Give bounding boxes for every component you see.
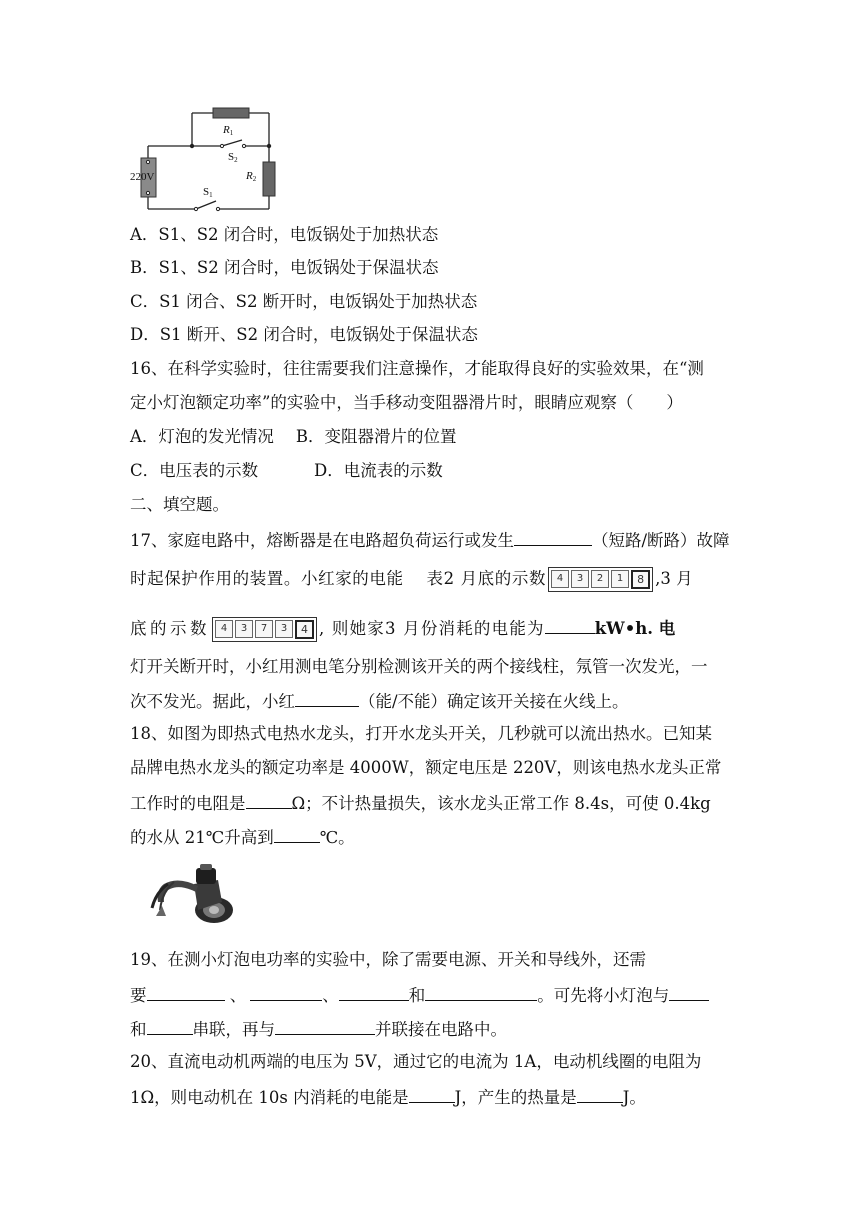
q19-text-d: 和 [408,986,426,1005]
meter1-digit: 3 [571,570,589,588]
q19-blank-7[interactable] [275,1016,375,1035]
svg-text:R1 [222,124,234,137]
q18-blank-2[interactable] [274,824,320,843]
q17-text-a: 17、家庭电路中，熔断器是在电路超负荷运行或发生 [130,531,514,550]
q19-text-g: 串联，再与 [192,1020,275,1039]
resistor-r1 [213,108,249,118]
s1-label: S [203,186,210,198]
q16-line-1: 16、在科学实验时，往往需要我们注意操作，才能取得良好的实验效果，在“测 [130,359,704,378]
q20-blank-1[interactable] [409,1084,455,1103]
q19-blank-1[interactable] [147,982,225,1001]
q16-options-ab [130,425,730,449]
q20-text-c: J。 [622,1088,646,1107]
meter1-digit-decimal: 8 [631,570,650,589]
q18-line-4 [130,824,730,850]
q16-option-a: A．灯泡的发光情况 [130,427,274,446]
q16-options-cd [130,459,730,483]
q17-blank-3[interactable] [295,688,359,707]
svg-text:S2 [228,151,238,164]
q17-line-5 [130,688,730,714]
q20-text-a: 1Ω，则电动机在 10s 内消耗的电能是 [130,1088,409,1107]
q17-text-e: 底的示数 [130,619,210,638]
q17-blank-1[interactable] [514,527,592,546]
r1-label: R [223,124,230,136]
q20-line-1: 20、直流电动机两端的电压为 5V，通过它的电流为 1A，电动机线圈的电阻为 [130,1052,702,1071]
q17-text-d: ,3 月 [655,569,693,588]
q15-option-d: D．S1 断开、S2 闭合时，电饭锅处于保温状态 [130,325,478,344]
q16-option-c: C．电压表的示数 [130,461,259,480]
q18-blank-1[interactable] [246,790,292,809]
q17-text-i: （能/不能）确定该开关接在火线上。 [359,692,629,711]
q17-text-c: 时起保护作用的装置。小红家的电能 表2 月底的示数 [130,569,547,588]
circuit-diagram [128,100,288,218]
q17-line-2 [130,567,730,592]
q17-line-3 [130,615,730,642]
q19-text-a: 要 [130,986,147,1005]
q19-blank-3[interactable] [339,982,409,1001]
meter2-digit-decimal: 4 [295,620,314,639]
meter1-digit: 4 [551,570,569,588]
q17-line-4: 灯开关断开时，小红用测电笔分别检测该开关的两个接线柱，氖管一次发光，一 [130,657,708,676]
q17-text-f: , 则她家3 月份消耗的电能为 [319,619,545,638]
meter2-digit: 3 [235,620,253,638]
q20-line-2 [130,1084,730,1110]
q18-text-d: ℃。 [319,828,355,847]
meter1-digit: 2 [591,570,609,588]
r2-sub: 2 [252,175,257,183]
q19-blank-4[interactable] [425,982,537,1001]
q16-line-2: 定小灯泡额定功率”的实验中，当手移动变阻器滑片时，眼睛应观察（ ） [130,393,683,412]
q19-line-2 [130,982,730,1008]
s2-sub: 2 [234,156,238,164]
q18-line-1: 18、如图为即热式电热水龙头，打开水龙头开关，几秒就可以流出热水。已知某 [130,724,712,743]
r1-sub: 1 [229,129,234,137]
section-title: 二、填空题。 [130,495,229,514]
meter2-digit: 4 [215,620,233,638]
q17-text-g: kW•h. 电 [594,619,676,638]
source-label: 220V [130,171,155,183]
q18-text-c: 的水从 21℃升高到 [130,828,274,847]
q19-text-f: 和 [130,1020,147,1039]
meter-reading-feb [548,567,653,592]
q15-option-b: B．S1、S2 闭合时，电饭锅处于保温状态 [130,258,439,277]
q18-text-a: 工作时的电阻是 [130,794,246,813]
q19-text-c: 、 [322,986,339,1005]
q18-line-2: 品牌电热水龙头的额定功率是 4000W，额定电压是 220V，则该电热水龙头正常 [130,758,722,777]
q17-blank-2[interactable] [545,615,595,634]
q19-line-1: 19、在测小灯泡电功率的实验中，除了需要电源、开关和导线外，还需 [130,950,646,969]
svg-text:R2 [245,170,257,183]
meter-reading-mar [212,617,317,642]
q19-text-e: 。可先将小灯泡与 [537,986,670,1005]
meter2-digit: 7 [255,620,273,638]
s2-label: S [228,151,235,163]
q16-option-d: D．电流表的示数 [314,461,443,480]
q16-option-b: B．变阻器滑片的位置 [295,427,457,446]
svg-text:S1 [203,186,213,199]
q19-text-b: 、 [224,986,247,1005]
q17-line-1 [130,527,730,553]
meter1-digit: 1 [611,570,629,588]
q18-text-b: Ω；不计热量损失，该水龙头正常工作 8.4s，可使 0.4kg [291,794,711,813]
q19-blank-5[interactable] [669,982,709,1001]
q15-option-a: A．S1、S2 闭合时，电饭锅处于加热状态 [130,225,439,244]
q19-text-h: 并联接在电路中。 [375,1020,507,1039]
resistor-r2 [263,162,275,196]
r2-label: R [246,170,253,182]
q17-text-h: 次不发光。据此，小红 [130,692,295,711]
electric-faucet-image [148,862,238,926]
meter2-digit: 3 [275,620,293,638]
q17-text-b: （短路/断路）故障 [592,531,730,550]
q19-blank-2[interactable] [250,982,322,1001]
s1-sub: 1 [209,191,213,199]
q20-blank-2[interactable] [577,1084,623,1103]
q20-text-b: J，产生的热量是 [454,1088,577,1107]
q18-line-3 [130,790,730,816]
q19-line-3 [130,1016,730,1042]
q19-blank-6[interactable] [147,1016,193,1035]
q15-option-c: C．S1 闭合、S2 断开时，电饭锅处于加热状态 [130,292,478,311]
